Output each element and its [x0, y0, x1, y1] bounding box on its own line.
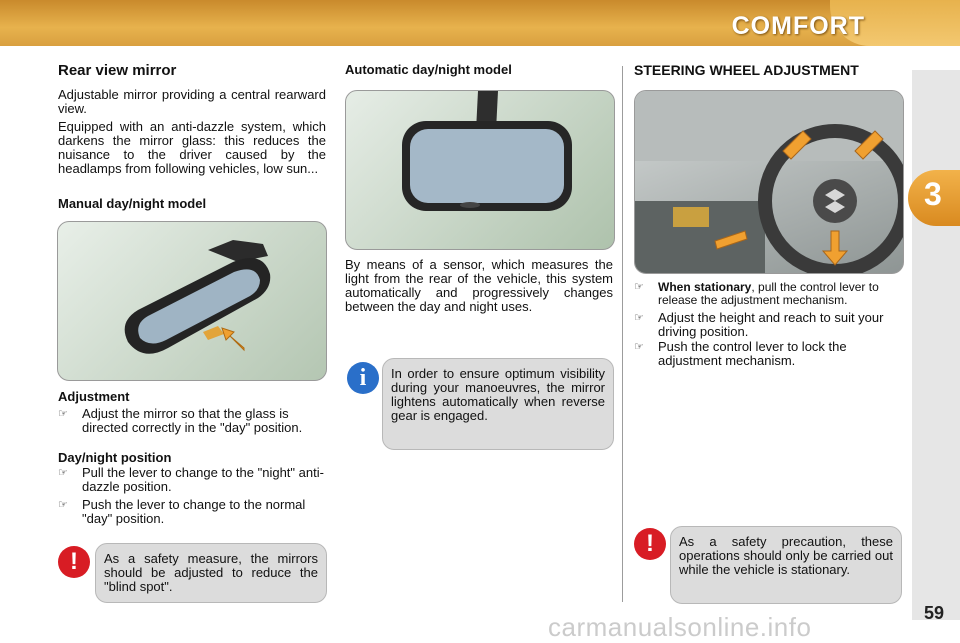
- pointing-hand-icon: ☞: [634, 281, 644, 293]
- daynight-heading: Day/night position: [58, 450, 172, 465]
- steering-bullet-3-text: Push the control lever to lock the adjustment mechanism.: [658, 339, 847, 368]
- steering-warning-note: As a safety precaution, these operations should only be carried out while the vehicle is stationary.: [670, 526, 902, 604]
- automatic-model-heading: Automatic day/night model: [345, 62, 512, 77]
- steering-adjustment-heading: STEERING WHEEL ADJUSTMENT: [634, 62, 859, 78]
- intro-paragraph-1: Adjustable mirror providing a central rearward view.: [58, 87, 326, 116]
- pointing-hand-icon: ☞: [58, 408, 68, 420]
- steering-bullet-1-text: , pull the control lever to release the adjustment mechanism.: [658, 280, 879, 307]
- steering-bullet-2-text: Adjust the height and reach to suit your driving position.: [658, 310, 884, 339]
- steering-bullet-1-bold: When stationary: [658, 280, 752, 294]
- adjustment-bullet: [58, 407, 326, 435]
- page-title: COMFORT: [731, 12, 865, 40]
- rear-view-mirror-heading: Rear view mirror: [58, 62, 177, 79]
- exclamation-icon: !: [58, 546, 90, 578]
- steering-wheel-illustration: [634, 90, 904, 274]
- pointing-hand-icon: ☞: [634, 341, 644, 353]
- column-divider: [622, 66, 623, 602]
- exclamation-icon: !: [634, 528, 666, 560]
- info-icon: i: [347, 362, 379, 394]
- adjustment-bullet-text: Adjust the mirror so that the glass is directed correctly in the "day" position.: [82, 406, 303, 435]
- side-strip: [912, 70, 960, 620]
- automatic-mirror-svg: [346, 91, 614, 249]
- mirror-warning-note: As a safety measure, the mirrors should be adjusted to reduce the "blind spot".: [95, 543, 327, 603]
- daynight-bullet-2-text: Push the lever to change to the normal "day" position.: [82, 497, 306, 526]
- reverse-gear-info-note: In order to ensure optimum visibility during your manoeuvres, the mirror lightens automatically when reverse gear is engaged.: [382, 358, 614, 450]
- watermark: carmanualsonline.info: [548, 612, 812, 642]
- page-number: 59: [924, 603, 945, 623]
- steering-bullet-3: [634, 340, 902, 368]
- daynight-bullet-2: [58, 498, 326, 526]
- manual-model-heading: Manual day/night model: [58, 196, 207, 211]
- manual-mirror-svg: [58, 222, 326, 380]
- pointing-hand-icon: ☞: [634, 312, 644, 324]
- pointing-hand-icon: ☞: [58, 467, 68, 479]
- daynight-bullet-1-text: Pull the lever to change to the "night" anti-dazzle position.: [82, 465, 324, 494]
- automatic-mirror-illustration: [345, 90, 615, 250]
- automatic-description: By means of a sensor, which measures the light from the rear of the vehicle, this system automatically and progressively changes between the day and night uses.: [345, 257, 613, 314]
- manual-mirror-illustration: [57, 221, 327, 381]
- steering-bullet-1: [634, 281, 902, 307]
- intro-paragraph-2: Equipped with an anti-dazzle system, which darkens the mirror glass: this reduces the nuisance to the driver caused by the headlamps from following vehicles, low sun...: [58, 119, 326, 176]
- pointing-hand-icon: ☞: [58, 499, 68, 511]
- daynight-bullet-1: [58, 466, 326, 494]
- chapter-number: 3: [924, 176, 942, 212]
- steering-wheel-svg: [635, 91, 903, 273]
- adjustment-heading: Adjustment: [58, 389, 130, 404]
- steering-bullet-2: [634, 311, 902, 339]
